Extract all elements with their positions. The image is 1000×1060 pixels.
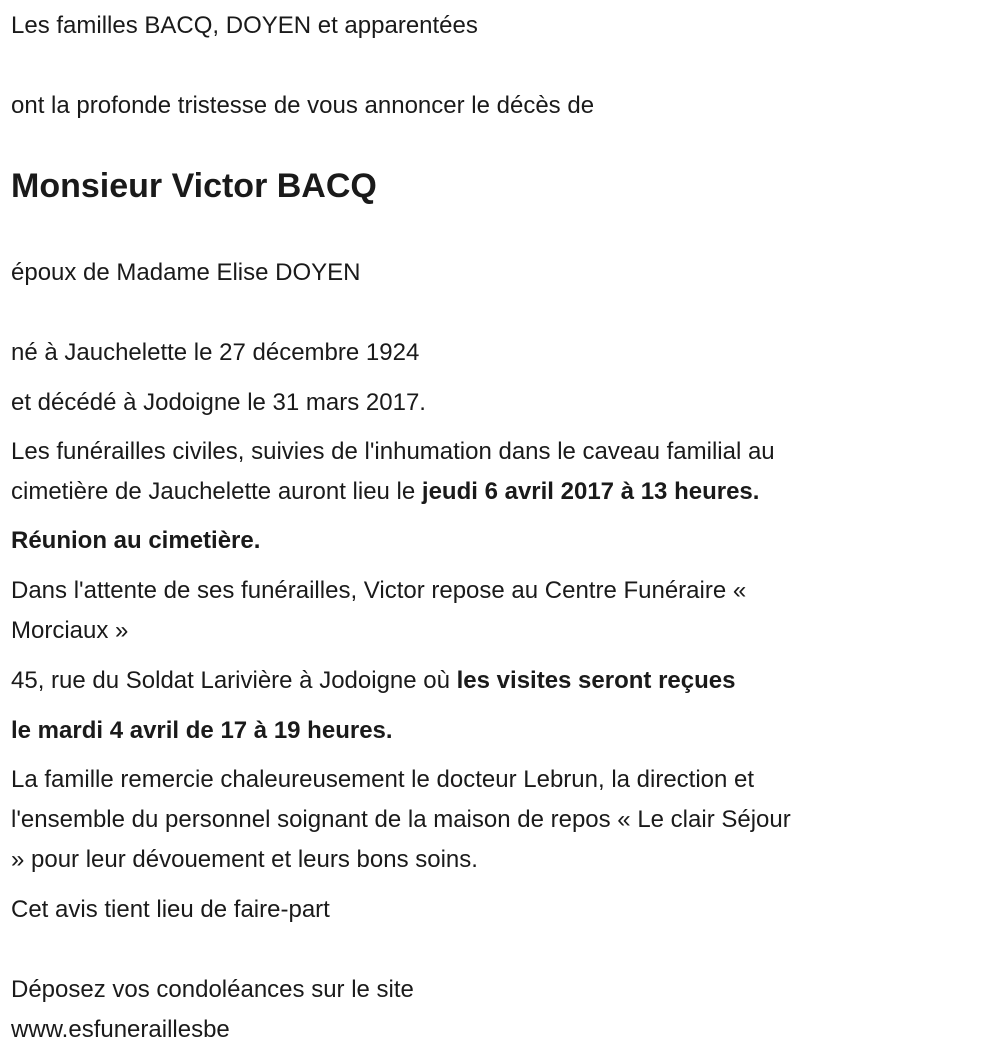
death-text: et décédé à Jodoigne le 31 mars 2017. — [11, 389, 426, 416]
visits-date: le mardi 4 avril de 17 à 19 heures. — [11, 717, 393, 744]
funeral-line-1: Les funérailles civiles, suivies de l'inhumation dans le caveau familial au — [11, 438, 775, 465]
birth-text: né à Jauchelette le 27 décembre 1924 — [11, 339, 420, 366]
thanks-line-2: l'ensemble du personnel soignant de la maison de repos « Le clair Séjour — [11, 806, 791, 833]
visits-text: les visites seront reçues — [456, 667, 736, 694]
funeral-place: cimetière de Jauchelette auront lieu le — [11, 478, 422, 505]
condolences-text: Déposez vos condoléances sur le site — [11, 976, 414, 1003]
rest-address: 45, rue du Soldat Larivière à Jodoigne où — [11, 667, 457, 694]
deceased-name: Monsieur Victor BACQ — [11, 167, 377, 205]
intro-text: Les familles BACQ, DOYEN et apparentées — [11, 12, 478, 39]
funeral-date: jeudi 6 avril 2017 à 13 heures. — [421, 478, 760, 505]
meeting-text: Réunion au cimetière. — [11, 527, 261, 554]
funeral-line-2 — [11, 472, 759, 512]
rest-line-3 — [11, 661, 735, 701]
website-link[interactable]: www.esfuneraillesbe — [11, 1016, 230, 1043]
thanks-line-1: La famille remercie chaleureusement le docteur Lebrun, la direction et — [11, 766, 755, 793]
thanks-line-3: » pour leur dévouement et leurs bons soins. — [11, 846, 478, 873]
announcement-text: ont la profonde tristesse de vous annoncer le décès de — [11, 92, 595, 119]
notice-text: Cet avis tient lieu de faire-part — [11, 896, 330, 923]
rest-line-2: Morciaux » — [11, 617, 129, 644]
rest-line-1: Dans l'attente de ses funérailles, Victor repose au Centre Funéraire « — [11, 577, 747, 604]
spouse-text: époux de Madame Elise DOYEN — [11, 259, 361, 286]
